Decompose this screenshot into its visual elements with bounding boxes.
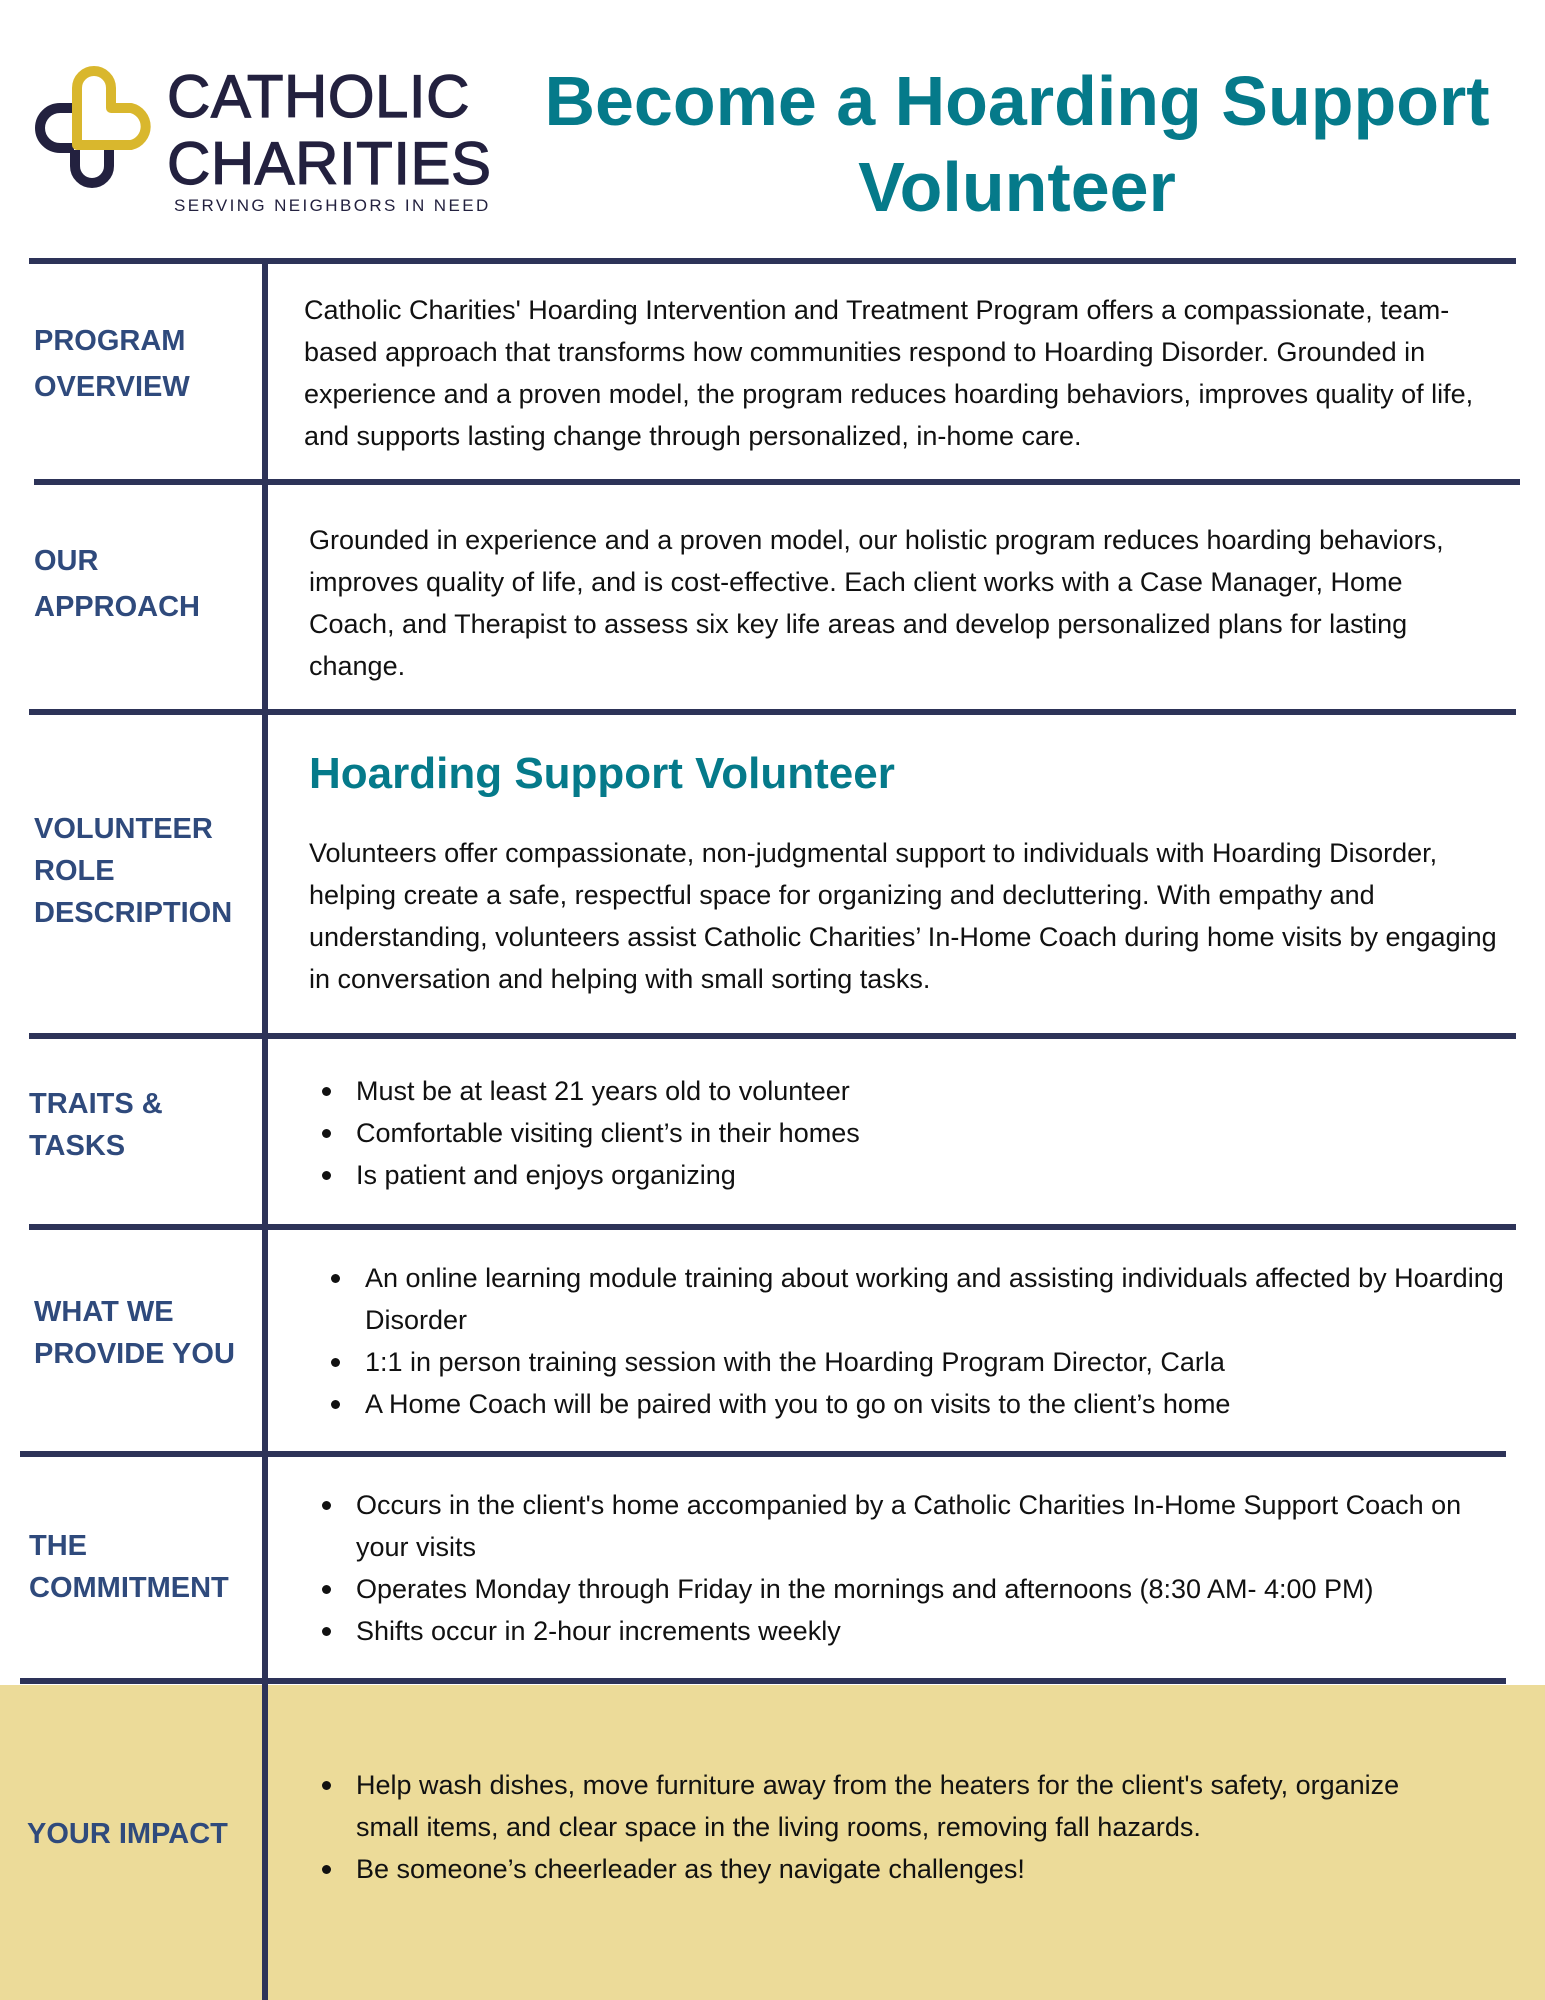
impact-list	[310, 1764, 1460, 1890]
divider-after-provide	[20, 1451, 1506, 1457]
body-program-overview	[304, 289, 1494, 457]
list-item: Help wash dishes, move furniture away from the heaters for the client's safety, organize small items, and clear space in the living rooms, removing fall hazards.	[310, 1764, 1460, 1848]
label-line: OVERVIEW	[34, 371, 190, 403]
label-line: YOUR IMPACT	[27, 1818, 228, 1850]
label-line: THE	[29, 1530, 87, 1562]
label-volunteer-role	[34, 808, 232, 934]
divider-after-role	[29, 1033, 1516, 1039]
body-traits-tasks	[310, 1070, 1490, 1196]
logo-tagline: SERVING NEIGHBORS IN NEED	[174, 196, 491, 215]
label-commitment	[29, 1525, 229, 1609]
list-item: Be someone’s cheerleader as they navigate challenges!	[310, 1848, 1460, 1890]
traits-list	[310, 1070, 1490, 1196]
paragraph: Grounded in experience and a proven model, our holistic program reduces hoarding behaviors, improves quality of life, and is cost-effective. Each client works with a Case Manager, Home Coach, and Therapist to assess six key life areas and develop personalized plans for lasting change.	[309, 525, 1444, 681]
list-item: Occurs in the client's home accompanied by a Catholic Charities In-Home Support Coach on your visits	[310, 1484, 1505, 1568]
list-item: A Home Coach will be paired with you to go on visits to the client’s home	[319, 1383, 1514, 1425]
label-what-we-provide	[34, 1291, 235, 1375]
list-item: Must be at least 21 years old to volunteer	[310, 1070, 1490, 1112]
body-volunteer-role	[309, 746, 1499, 1000]
logo-word-charities: CHARITIES	[167, 130, 492, 197]
label-line: WHAT WE	[34, 1296, 174, 1328]
catholic-charities-logo	[34, 62, 494, 222]
body-what-we-provide	[319, 1257, 1514, 1425]
list-item: Shifts occur in 2-hour increments weekly	[310, 1610, 1505, 1652]
divider-after-overview	[34, 479, 1520, 485]
heart-cross-logo-icon	[34, 66, 170, 202]
body-our-approach	[309, 519, 1469, 687]
column-divider	[262, 264, 268, 2000]
label-line: PROVIDE YOU	[34, 1338, 235, 1370]
label-line: VOLUNTEER	[34, 813, 213, 845]
page-header	[0, 0, 1545, 255]
commitment-list	[310, 1484, 1505, 1652]
list-item: Comfortable visiting client’s in their homes	[310, 1112, 1490, 1154]
role-heading: Hoarding Support Volunteer	[309, 749, 895, 798]
label-line: APPROACH	[34, 591, 200, 623]
list-item: An online learning module training about working and assisting individuals affected by Hoarding Disorder	[319, 1257, 1514, 1341]
divider-after-approach	[29, 709, 1516, 715]
label-program-overview	[34, 318, 190, 410]
label-line: TASKS	[29, 1130, 126, 1162]
page-title-line2: Volunteer	[858, 148, 1176, 226]
label-line: DESCRIPTION	[34, 897, 233, 929]
label-line: TRAITS &	[29, 1088, 163, 1120]
body-commitment	[310, 1484, 1505, 1652]
divider-top	[29, 258, 1516, 264]
label-traits-tasks	[29, 1083, 163, 1167]
paragraph: Catholic Charities' Hoarding Intervention and Treatment Program offers a compassionate, team-based approach that transforms how communities respond to Hoarding Disorder. Grounded in experience and a proven model, the program reduces hoarding behaviors, improves quality of life, and supports lasting change through personalized, in-home care.	[304, 295, 1474, 451]
label-line: ROLE	[34, 855, 115, 887]
body-your-impact	[310, 1764, 1460, 1890]
label-our-approach	[34, 538, 200, 630]
logo-word-catholic: CATHOLIC	[167, 63, 470, 130]
divider-after-traits	[29, 1224, 1516, 1230]
provide-list	[319, 1257, 1514, 1425]
page-title	[512, 58, 1522, 230]
paragraph: Volunteers offer compassionate, non-judgmental support to individuals with Hoarding Disorder, helping create a safe, respectful space for organizing and decluttering. With empathy and understanding, volunteers assist Catholic Charities’ In-Home Coach during home visits by engaging in conversation and helping with small sorting tasks.	[309, 838, 1497, 994]
label-line: OUR	[34, 545, 99, 577]
page-title-line1: Become a Hoarding Support	[544, 62, 1490, 140]
list-item: Is patient and enjoys organizing	[310, 1154, 1490, 1196]
label-line: PROGRAM	[34, 325, 186, 357]
list-item: 1:1 in person training session with the Hoarding Program Director, Carla	[319, 1341, 1514, 1383]
divider-after-commitment	[20, 1678, 1506, 1684]
list-item: Operates Monday through Friday in the mornings and afternoons (8:30 AM- 4:00 PM)	[310, 1568, 1505, 1610]
label-line: COMMITMENT	[29, 1572, 229, 1604]
label-your-impact	[27, 1811, 228, 1857]
